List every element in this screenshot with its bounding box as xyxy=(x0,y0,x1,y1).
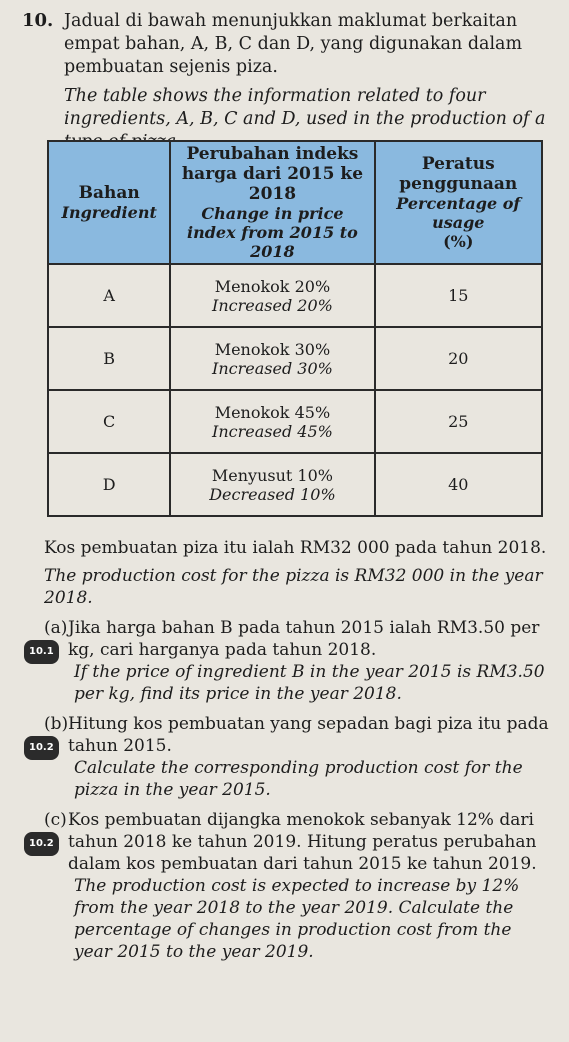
learning-standard-badge: 10.1 xyxy=(24,640,59,664)
change-cell: Menokok 45% Increased 45% xyxy=(170,390,374,453)
part-english: The production cost is expected to increase by 12% from the year 2018 to the year 2019. Calculate the percentage of changes in production cost from the year 2015 to the year 2019. xyxy=(74,876,520,962)
question-number: 10. xyxy=(22,10,54,31)
learning-standard-badge: 10.2 xyxy=(24,832,59,856)
part-c xyxy=(29,809,549,963)
header-usage: Peratus penggunaan Percentage of usage (%) xyxy=(375,141,542,264)
part-english: If the price of ingredient B in the year 2015 is RM3.50 per kg, find its price in the year 2018. xyxy=(74,662,545,704)
usage-cell: 40 xyxy=(375,453,542,516)
change-cell: Menokok 30% Increased 30% xyxy=(170,327,374,390)
part-malay: Kos pembuatan dijangka menokok sebanyak 12% dari tahun 2018 ke tahun 2019. Hitung peratus perubahan dalam kos pembuatan dari tahun 2015 ke tahun 2019. xyxy=(68,810,537,874)
header-ingredient: Bahan Ingredient xyxy=(48,141,170,264)
part-a xyxy=(29,617,549,705)
usage-cell: 15 xyxy=(375,264,542,327)
ingredient-cell: D xyxy=(48,453,170,516)
change-cell: Menokok 20% Increased 20% xyxy=(170,264,374,327)
part-label: (c) xyxy=(44,810,67,830)
part-label: (a) xyxy=(44,618,68,638)
question-header xyxy=(22,10,552,160)
table-row xyxy=(48,390,542,453)
question-malay: Jadual di bawah menunjukkan maklumat berkaitan empat bahan, A, B, C dan D, yang digunakan dalam pembuatan sejenis piza. xyxy=(64,11,523,77)
cost-malay: Kos pembuatan piza itu ialah RM32 000 pada tahun 2018. xyxy=(44,538,547,558)
ingredient-cell: C xyxy=(48,390,170,453)
part-label: (b) xyxy=(44,714,69,734)
ingredient-table xyxy=(47,140,543,517)
part-malay: Jika harga bahan B pada tahun 2015 ialah RM3.50 per kg, cari harganya pada tahun 2018. xyxy=(68,618,540,660)
question-body xyxy=(29,537,549,963)
table-header-row xyxy=(48,141,542,264)
table-row xyxy=(48,453,542,516)
part-malay: Hitung kos pembuatan yang sepadan bagi piza itu pada tahun 2015. xyxy=(68,714,549,756)
header-price-index: Perubahan indeks harga dari 2015 ke 2018 Change in price index from 2015 to 2018 xyxy=(170,141,374,264)
part-b xyxy=(29,713,549,801)
learning-standard-badge: 10.2 xyxy=(24,736,59,760)
ingredient-cell: B xyxy=(48,327,170,390)
question-english: The table shows the information related to four ingredients, A, B, C and D, used in the production of a xyxy=(64,86,546,129)
table-row xyxy=(48,264,542,327)
table-row xyxy=(48,327,542,390)
usage-cell: 20 xyxy=(375,327,542,390)
change-cell: Menyusut 10% Decreased 10% xyxy=(170,453,374,516)
part-english: Calculate the corresponding production cost for the pizza in the year 2015. xyxy=(74,758,523,800)
usage-cell: 25 xyxy=(375,390,542,453)
ingredient-cell: A xyxy=(48,264,170,327)
cost-english: The production cost for the pizza is RM32 000 in the year 2018. xyxy=(44,566,543,608)
